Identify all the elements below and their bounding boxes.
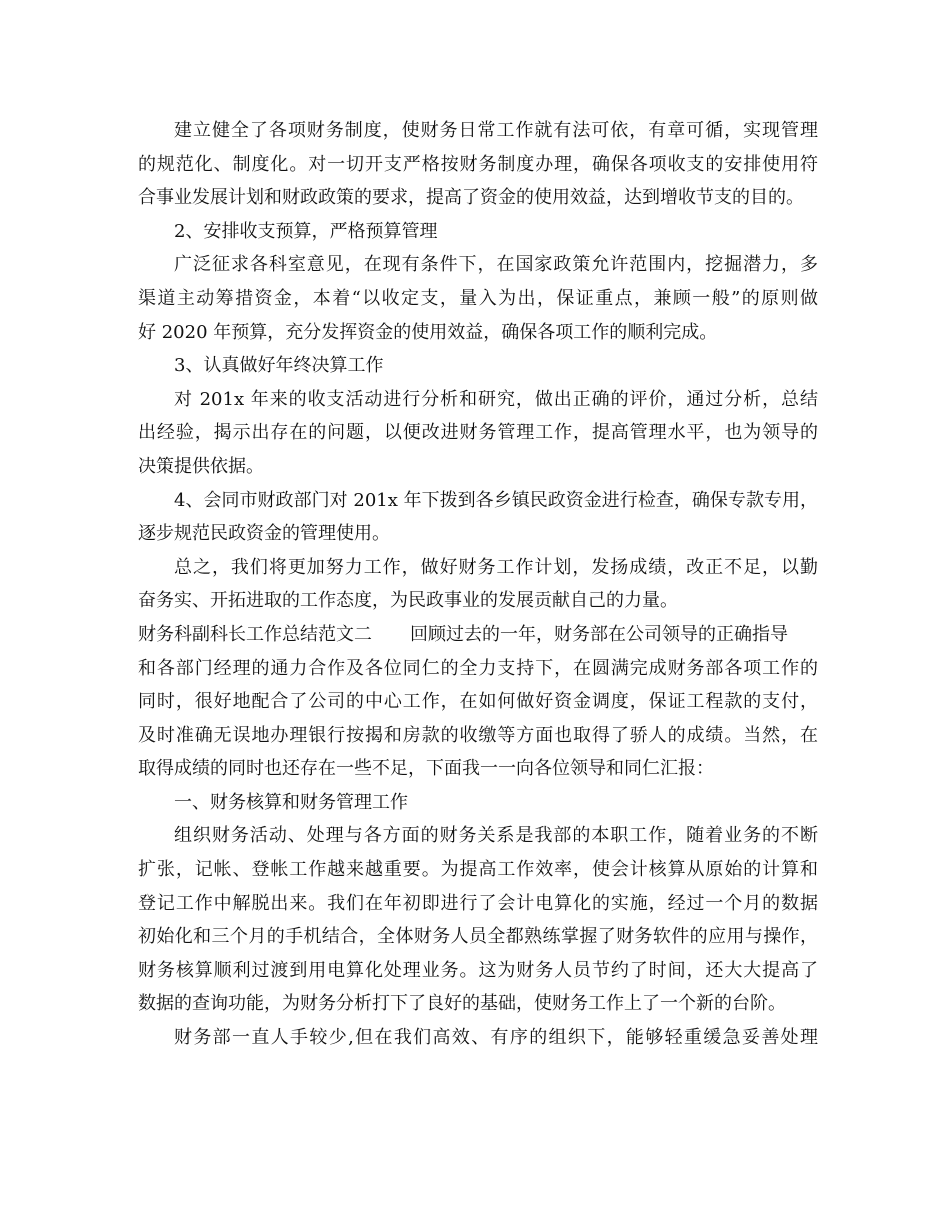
text-line: 建立健全了各项财务制度，使财务日常工作就有法可依，有章可循，实现管理 bbox=[174, 120, 818, 141]
text-line: 财务核算顺利过渡到用电算化处理业务。这为财务人员节约了时间，还大大提高了 bbox=[138, 959, 818, 981]
text-line: 合事业发展计划和财政政策的要求，提高了资金的使用效益，达到增收节支的目的。 bbox=[138, 187, 804, 209]
section-heading: 2、安排收支预算，严格预算管理 bbox=[174, 220, 438, 242]
text-line: 及时准确无误地办理银行按揭和房款的收缴等方面也取得了骄人的成绩。当然，在 bbox=[138, 724, 818, 746]
section-heading: 一、财务核算和财务管理工作 bbox=[174, 791, 408, 813]
document-page bbox=[138, 114, 818, 1055]
text-line: 逐步规范民政资金的管理使用。 bbox=[138, 523, 390, 545]
article-title-line bbox=[138, 618, 818, 652]
text-line: 登记工作中解脱出来。我们在年初即进行了会计电算化的实施，经过一个月的数据 bbox=[138, 892, 818, 914]
text-line: 好 2020 年预算，充分发挥资金的使用效益，确保各项工作的顺利完成。 bbox=[138, 321, 718, 343]
text-line: 扩张，记帐、登帐工作越来越重要。为提高工作效率，使会计核算从原始的计算和 bbox=[138, 859, 818, 881]
text-line: 和各部门经理的通力合作及各位同仁的全力支持下，在圆满完成财务部各项工作的 bbox=[138, 657, 818, 679]
text-line: 广泛征求各科室意见，在现有条件下，在国家政策允许范围内，挖掘潜力，多 bbox=[174, 254, 818, 276]
text-line: 奋务实、开拓进取的工作态度，为民政事业的发展贡献自己的力量。 bbox=[138, 590, 678, 612]
text-line: 组织财务活动、处理与各方面的财务关系是我部的本职工作，随着业务的不断 bbox=[174, 825, 818, 847]
text-line: 初始化和三个月的手机结合，全体财务人员全都熟练掌握了财务软件的应用与操作， bbox=[138, 926, 818, 948]
section-heading: 3、认真做好年终决算工作 bbox=[174, 355, 384, 377]
text-line: 总之，我们将更加努力工作，做好财务工作计划，发扬成绩，改正不足，以勤 bbox=[174, 556, 818, 578]
text-line: 决策提供依据。 bbox=[138, 455, 264, 477]
text-line: 财务部一直人手较少,但在我们高效、有序的组织下，能够轻重缓急妥善处理 bbox=[174, 1027, 818, 1049]
text-line: 取得成绩的同时也还存在一些不足，下面我一一向各位领导和同仁汇报： bbox=[138, 758, 714, 780]
article-title: 财务科副科长工作总结范文二 bbox=[138, 623, 372, 645]
article-intro: 回顾过去的一年，财务部在公司领导的正确指导 bbox=[410, 623, 788, 645]
text-line: 出经验，揭示出存在的问题，以便改进财务管理工作，提高管理水平，也为领导的 bbox=[138, 422, 818, 444]
text-line: 同时，很好地配合了公司的中心工作，在如何做好资金调度，保证工程款的支付， bbox=[138, 691, 818, 713]
text-line: 4、会同市财政部门对 201x 年下拨到各乡镇民政资金进行检查，确保专款专用， bbox=[174, 489, 818, 511]
text-line: 数据的查询功能，为财务分析打下了良好的基础，使财务工作上了一个新的台阶。 bbox=[138, 993, 786, 1015]
text-line: 渠道主动筹措资金，本着“以收定支，量入为出，保证重点，兼顾一般”的原则做 bbox=[138, 287, 818, 309]
text-line: 的规范化、制度化。对一切开支严格按财务制度办理，确保各项收支的安排使用符 bbox=[138, 153, 818, 175]
text-line: 对 201x 年来的收支活动进行分析和研究，做出正确的评价，通过分析，总结 bbox=[174, 388, 818, 410]
